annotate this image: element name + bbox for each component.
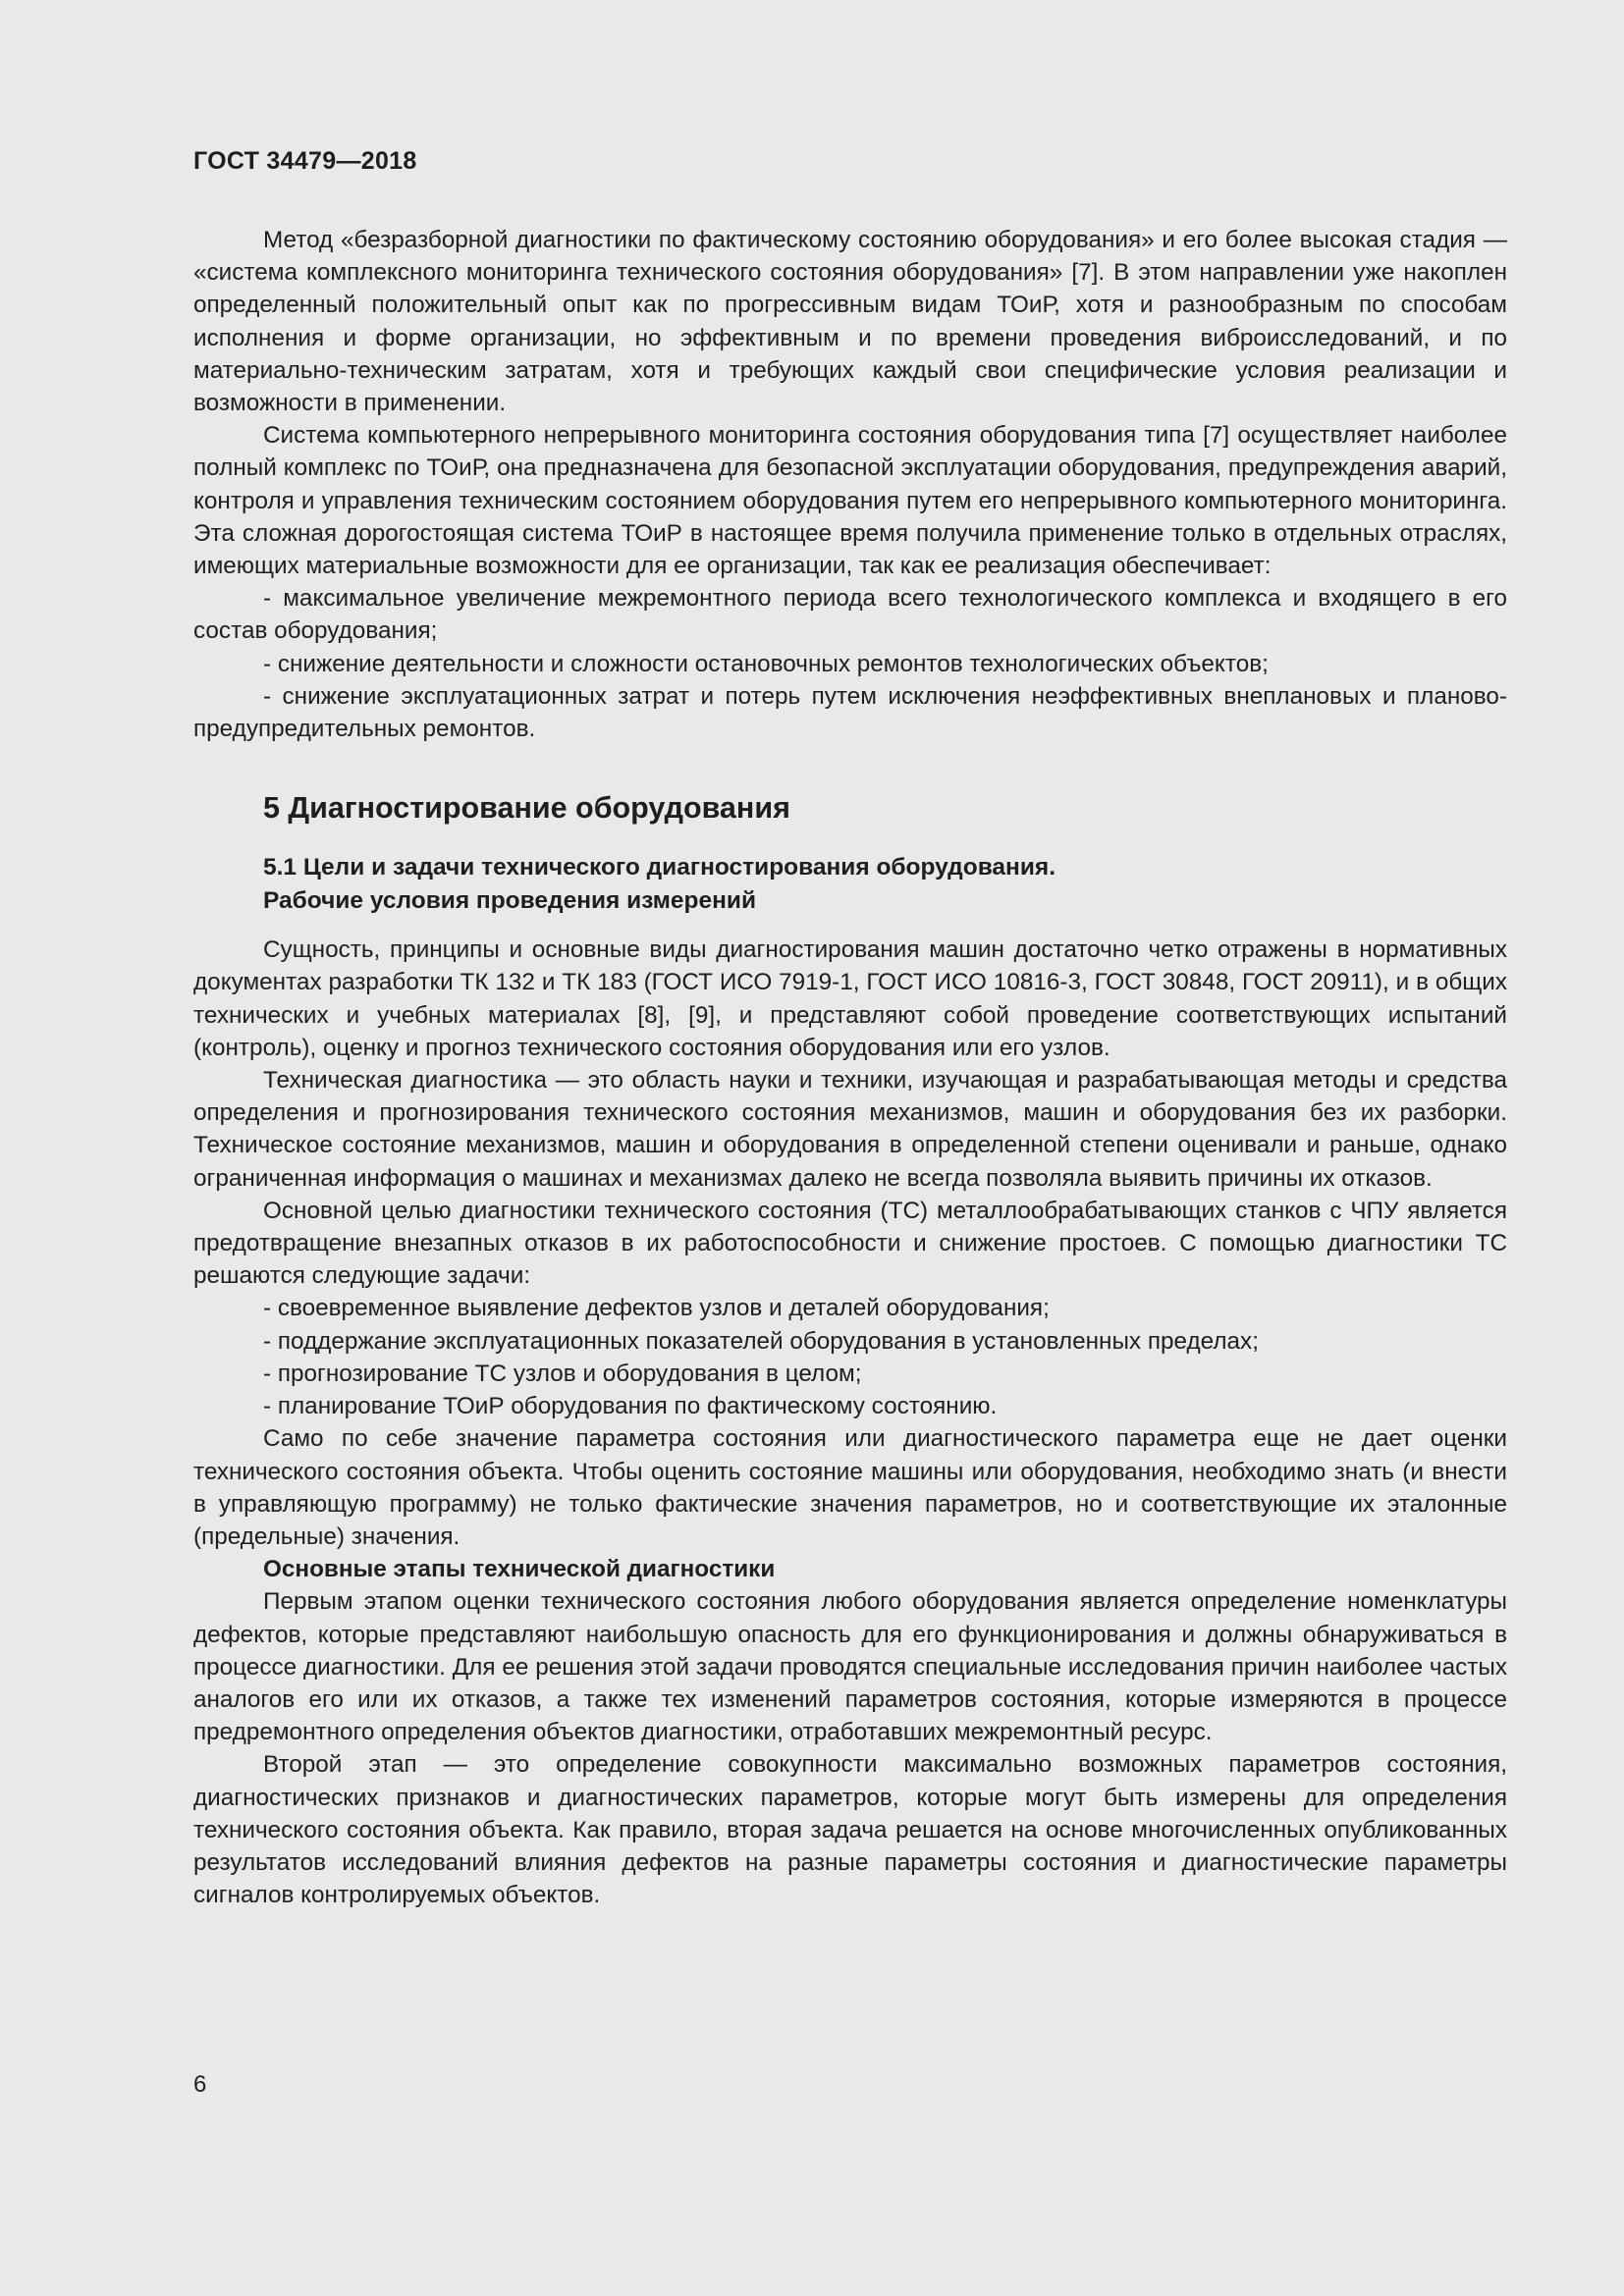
section-5-paragraph-2: Техническая диагностика — это область науки и техники, изучающая и разрабатывающая методы и средства определения и прогнозирования технического состояния механизмов, машин и оборудования без их разборки. Техническое состояние механизмов, машин и оборудования в определенной степени оценивали и раньше, однако ограниченная информация о машинах и механизмах далеко не всегда позволяла выявить причины их отказов. bbox=[193, 1067, 1507, 1192]
task-list-item: - поддержание эксплуатационных показателей оборудования в установленных пределах; bbox=[263, 1327, 1259, 1355]
section-5-paragraph-6: Второй этап — это определение совокупности максимально возможных параметров состояния, диагностических признаков и диагностических параметров, которые могут быть измерены для определения технического состояния объекта. Как правило, вторая задача решается на основе многочисленных опубликованных результатов исследований влияния дефектов на разные параметры состояния и диагностические параметры сигналов контролируемых объектов. bbox=[193, 1751, 1507, 1909]
stages-heading: Основные этапы технической диагностики bbox=[263, 1556, 776, 1583]
subsection-5-1-title bbox=[263, 851, 1507, 918]
task-list-item: - своевременное выявление дефектов узлов и деталей оборудования; bbox=[263, 1295, 1050, 1322]
standard-code-header: ГОСТ 34479—2018 bbox=[193, 147, 417, 175]
intro-list-item: - максимальное увеличение межремонтного периода всего технологического комплекса и входящего в его состав оборудования; bbox=[193, 585, 1507, 645]
section-5-paragraph-1: Сущность, принципы и основные виды диагностирования машин достаточно четко отражены в нормативных документах разработки ТК 132 и ТК 183 (ГОСТ ИСО 7919-1, ГОСТ ИСО 10816-3, ГОСТ 30848, ГОСТ 20911), и в общих технических и учебных материалах [8], [9], и представляют собой проведение соответствующих испытаний (контроль), оценку и прогноз технического состояния оборудования или его узлов. bbox=[193, 936, 1507, 1061]
intro-list-item: - снижение эксплуатационных затрат и потерь путем исключения неэффективных внеплановых и планово-предупредительных ремонтов. bbox=[193, 682, 1507, 743]
subsection-title-line-1: 5.1 Цели и задачи технического диагностирования оборудования. bbox=[263, 854, 1056, 881]
intro-list-item: - снижение деятельности и сложности остановочных ремонтов технологических объектов; bbox=[263, 650, 1269, 677]
page-body bbox=[193, 224, 1507, 1911]
section-5-paragraph-4: Само по себе значение параметра состояния или диагностического параметра еще не дает оценки технического состояния объекта. Чтобы оценить состояние машины или оборудования, необходимо знать (и внести в управляющую программу) не только фактические значения параметров, но и соответствующие их эталонные (предельные) значения. bbox=[193, 1425, 1507, 1550]
section-5-title: 5 Диагностирование оборудования bbox=[263, 791, 790, 826]
page-number: 6 bbox=[193, 2071, 207, 2098]
task-list-item: - планирование ТОиР оборудования по фактическому состоянию. bbox=[263, 1393, 998, 1420]
task-list-item: - прогнозирование ТС узлов и оборудования в целом; bbox=[263, 1360, 862, 1387]
subsection-title-line-2: Рабочие условия проведения измерений bbox=[263, 887, 757, 915]
section-5-paragraph-3: Основной целью диагностики технического состояния (ТС) металлообрабатывающих станков с ЧПУ является предотвращение внезапных отказов в их работоспособности и снижение простоев. С помощью диагностики ТС решаются следующие задачи: bbox=[193, 1197, 1507, 1290]
intro-paragraph-1: Метод «безразборной диагностики по фактическому состоянию оборудования» и его более высокая стадия — «система комплексного мониторинга технического состояния оборудования» [7]. В этом направлении уже накоплен определенный положительный опыт как по прогрессивным видам ТОиР, хотя и разнообразным по способам исполнения и форме организации, но эффективным и по времени проведения виброисследований, и по материально-техническим затратам, хотя и требующих каждый свои специфические условия реализации и возможности в применении. bbox=[193, 227, 1507, 417]
intro-paragraph-2: Система компьютерного непрерывного мониторинга состояния оборудования типа [7] осуществляет наиболее полный комплекс по ТОиР, она предназначена для безопасной эксплуатации оборудования, предупреждения аварий, контроля и управления техническим состоянием оборудования путем его непрерывного компьютерного мониторинга. Эта сложная дорогостоящая система ТОиР в настоящее время получила применение только в отдельных отраслях, имеющих материальные возможности для ее организации, так как ее реализация обеспечивает: bbox=[193, 422, 1507, 580]
section-5-paragraph-5: Первым этапом оценки технического состояния любого оборудования является определение номенклатуры дефектов, которые представляют наибольшую опасность для его функционирования и должны обнаруживаться в процессе диагностики. Для ее решения этой задачи проводятся специальные исследования причин наиболее частых аналогов его или их отказов, а также тех изменений параметров состояния, которые измеряются в процессе предремонтного определения объектов диагностики, отработавших межремонтный ресурс. bbox=[193, 1588, 1507, 1746]
